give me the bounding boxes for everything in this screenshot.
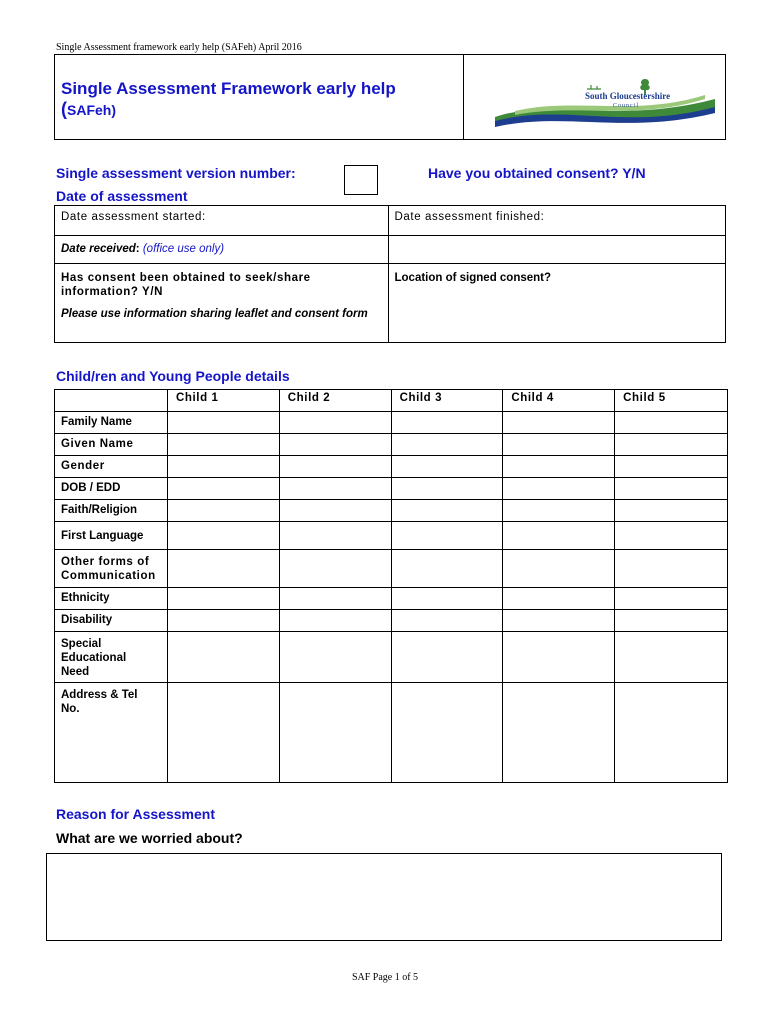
table-row — [55, 456, 728, 478]
row-label: DOB / EDD — [61, 482, 121, 494]
date-received-label: Date received — [61, 243, 136, 255]
input-cell[interactable] — [391, 683, 503, 783]
children-table-corner — [55, 390, 168, 412]
table-row — [55, 522, 728, 550]
input-cell[interactable] — [503, 412, 615, 434]
input-cell[interactable] — [279, 500, 391, 522]
input-cell[interactable] — [615, 434, 728, 456]
title-line-1: Single Assessment Framework early help — [61, 79, 396, 98]
input-cell[interactable] — [503, 610, 615, 632]
input-cell[interactable] — [503, 478, 615, 500]
input-cell[interactable] — [503, 550, 615, 588]
row-label-cell — [55, 522, 168, 550]
input-cell[interactable] — [167, 550, 279, 588]
title-block — [54, 54, 726, 140]
date-finished-cell[interactable] — [388, 206, 726, 236]
date-of-assessment-heading: Date of assessment — [56, 188, 188, 204]
row-label-cell — [55, 456, 168, 478]
children-heading: Child/ren and Young People details — [56, 368, 290, 384]
row-label: Special Educational Need — [61, 638, 127, 678]
table-row — [55, 412, 728, 434]
row-label: Family Name — [61, 416, 132, 428]
date-finished-label: Date assessment finished: — [394, 211, 545, 223]
input-cell[interactable] — [391, 500, 503, 522]
row-label-cell — [55, 412, 168, 434]
input-cell[interactable] — [615, 412, 728, 434]
input-cell[interactable] — [167, 632, 279, 683]
table-row — [55, 550, 728, 588]
input-cell[interactable] — [503, 522, 615, 550]
input-cell[interactable] — [279, 522, 391, 550]
row-label-cell — [55, 632, 168, 683]
row-label-cell — [55, 588, 168, 610]
version-number-label: Single assessment version number: — [56, 165, 296, 181]
running-header: Single Assessment framework early help (SAFeh) April 2016 — [56, 42, 302, 53]
input-cell[interactable] — [615, 550, 728, 588]
input-cell[interactable] — [167, 683, 279, 783]
child-column-header: Child 2 — [279, 390, 391, 412]
table-row — [55, 588, 728, 610]
logo-text: South Gloucestershire — [585, 91, 671, 101]
input-cell[interactable] — [615, 478, 728, 500]
input-cell[interactable] — [503, 632, 615, 683]
child-column-header: Child 5 — [615, 390, 728, 412]
input-cell[interactable] — [167, 588, 279, 610]
input-cell[interactable] — [503, 500, 615, 522]
input-cell[interactable] — [167, 522, 279, 550]
input-cell[interactable] — [167, 478, 279, 500]
row-label: Ethnicity — [61, 592, 110, 604]
input-cell[interactable] — [615, 522, 728, 550]
office-use-note: (office use only) — [142, 243, 225, 255]
consent-question: Have you obtained consent? Y/N — [428, 165, 646, 181]
child-column-header: Child 1 — [167, 390, 279, 412]
input-cell[interactable] — [279, 434, 391, 456]
input-cell[interactable] — [615, 500, 728, 522]
south-gloucestershire-logo — [495, 77, 715, 127]
input-cell[interactable] — [167, 456, 279, 478]
input-cell[interactable] — [615, 456, 728, 478]
input-cell[interactable] — [167, 434, 279, 456]
input-cell[interactable] — [279, 632, 391, 683]
input-cell[interactable] — [391, 456, 503, 478]
input-cell[interactable] — [615, 632, 728, 683]
child-column-header: Child 3 — [391, 390, 503, 412]
input-cell[interactable] — [391, 412, 503, 434]
table-row — [55, 478, 728, 500]
children-table — [54, 389, 728, 783]
input-cell[interactable] — [615, 683, 728, 783]
input-cell[interactable] — [615, 610, 728, 632]
input-cell[interactable] — [279, 610, 391, 632]
logo-subtext: Council — [613, 103, 639, 109]
input-cell[interactable] — [167, 610, 279, 632]
row-label: Other forms of Communication — [61, 556, 156, 582]
row-label-cell — [55, 500, 168, 522]
input-cell[interactable] — [279, 550, 391, 588]
title-divider — [463, 55, 464, 139]
input-cell[interactable] — [279, 456, 391, 478]
worried-heading: What are we worried about? — [56, 830, 243, 846]
row-label-cell — [55, 550, 168, 588]
input-cell[interactable] — [391, 478, 503, 500]
input-cell[interactable] — [279, 412, 391, 434]
input-cell[interactable] — [279, 683, 391, 783]
document-title — [61, 79, 456, 120]
input-cell[interactable] — [391, 610, 503, 632]
logo-skyline-icon — [587, 85, 601, 89]
input-cell[interactable] — [503, 683, 615, 783]
date-started-cell[interactable] — [55, 206, 389, 236]
consent-seek-label: Has consent been obtained to seek/share information? Y/N — [61, 272, 311, 298]
input-cell[interactable] — [391, 434, 503, 456]
location-consent-cell[interactable] — [388, 264, 726, 343]
row-label-cell — [55, 610, 168, 632]
row-label-cell — [55, 434, 168, 456]
title-line-2 — [61, 99, 456, 120]
input-cell[interactable] — [167, 500, 279, 522]
worried-about-input[interactable] — [46, 853, 722, 941]
row-label: Address & Tel No. — [61, 689, 138, 715]
input-cell[interactable] — [279, 478, 391, 500]
input-cell[interactable] — [167, 412, 279, 434]
child-column-header: Child 4 — [503, 390, 615, 412]
row-label-cell — [55, 683, 168, 783]
row-label: Given Name — [61, 438, 134, 450]
row-label-cell — [55, 478, 168, 500]
input-cell[interactable] — [503, 434, 615, 456]
page-footer: SAF Page 1 of 5 — [351, 972, 419, 983]
date-received-cell[interactable] — [55, 236, 389, 264]
location-consent-label: Location of signed consent? — [394, 272, 552, 284]
input-cell[interactable] — [391, 588, 503, 610]
leaflet-note: Please use information sharing leaflet and consent form — [61, 308, 368, 320]
input-cell[interactable] — [503, 456, 615, 478]
version-number-box[interactable] — [344, 165, 378, 195]
table-row — [55, 632, 728, 683]
row-label: Faith/Religion — [61, 504, 138, 516]
input-cell[interactable] — [391, 632, 503, 683]
table-row — [55, 434, 728, 456]
row-label: First Language — [61, 530, 144, 542]
input-cell[interactable] — [279, 588, 391, 610]
consent-cell[interactable] — [55, 264, 389, 343]
input-cell[interactable] — [503, 588, 615, 610]
date-received-colon: : — [135, 243, 140, 255]
title-paren: ( — [61, 99, 67, 119]
date-table — [54, 205, 726, 343]
title-acronym: SAFeh) — [67, 102, 116, 118]
date-received-row — [55, 236, 388, 260]
table-row — [55, 500, 728, 522]
date-started-label: Date assessment started: — [61, 211, 206, 223]
input-cell[interactable] — [391, 522, 503, 550]
table-row — [55, 683, 728, 783]
input-cell[interactable] — [391, 550, 503, 588]
input-cell[interactable] — [615, 588, 728, 610]
row-label: Gender — [61, 460, 105, 472]
row-label: Disability — [61, 614, 113, 626]
table-row — [55, 610, 728, 632]
reason-heading: Reason for Assessment — [56, 806, 215, 822]
date-received-value-cell[interactable] — [388, 236, 726, 264]
